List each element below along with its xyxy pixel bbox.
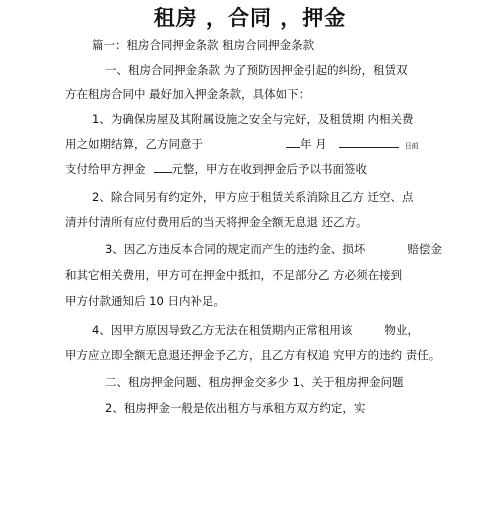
paragraph-line xyxy=(65,161,367,177)
subtitle-line: 篇一：租房合同押金条款 租房合同押金条款 xyxy=(92,38,315,52)
text-segment: 支付给甲方押金 xyxy=(65,162,146,176)
paragraph-line xyxy=(105,241,442,257)
text-segment: 年 月 xyxy=(300,137,327,151)
paragraph-line: 一、租房合同押金条款 为了预防因押金引起的纠纷，租赁双 xyxy=(105,63,408,77)
paragraph-line: 清并付清所有应付费用后的当天将押金全额无息退 还乙方。 xyxy=(65,215,368,229)
text-segment: 用之如期结算，乙方同意于 xyxy=(65,137,203,151)
paragraph-line: 2、除合同另有约定外，甲方应于租赁关系消除且乙方 迁空、点 xyxy=(92,190,414,204)
text-segment: 物业， xyxy=(384,323,419,337)
paragraph-line xyxy=(65,136,419,154)
day-blank xyxy=(339,136,399,148)
paragraph-line: 1、为确保房屋及其附属设施之安全与完好，及租赁期 内相关费 xyxy=(92,112,414,126)
text-segment: 3、因乙方违反本合同的规定而产生的违约金、损坏 xyxy=(105,242,366,256)
paragraph-line xyxy=(92,322,419,338)
text-segment: 4、因甲方原因导致乙方无法在租赁期内正常租用该 xyxy=(92,323,353,337)
amount-blank xyxy=(154,161,172,173)
year-blank xyxy=(286,136,300,148)
paragraph-line: 2、租房押金一般是依出租方与承租方双方约定，实 xyxy=(105,401,366,415)
paragraph-line: 方在租房合同中 最好加入押金条款，具体如下： xyxy=(65,87,311,101)
section-heading: 二、租房押金问题、租房押金交多少 1、关于租房押金问题 xyxy=(105,375,404,389)
text-segment: 赔偿金 xyxy=(407,242,442,256)
text-segment: 日前 xyxy=(404,142,419,150)
spacer xyxy=(206,137,286,148)
paragraph-line: 甲方付款通知后 10 日内补足。 xyxy=(65,294,225,308)
text-segment: 元整，甲方在收到押金后予以书面签收 xyxy=(171,162,367,176)
paragraph-line: 甲方应立即全额无息退还押金予乙方，且乙方有权追 究甲方的违约 责任。 xyxy=(65,348,441,362)
document-title: 租房 ，合同 ，押金 xyxy=(153,6,347,30)
paragraph-line: 和其它相关费用，甲方可在押金中抵扣，不足部分乙 方必须在接到 xyxy=(65,268,403,282)
